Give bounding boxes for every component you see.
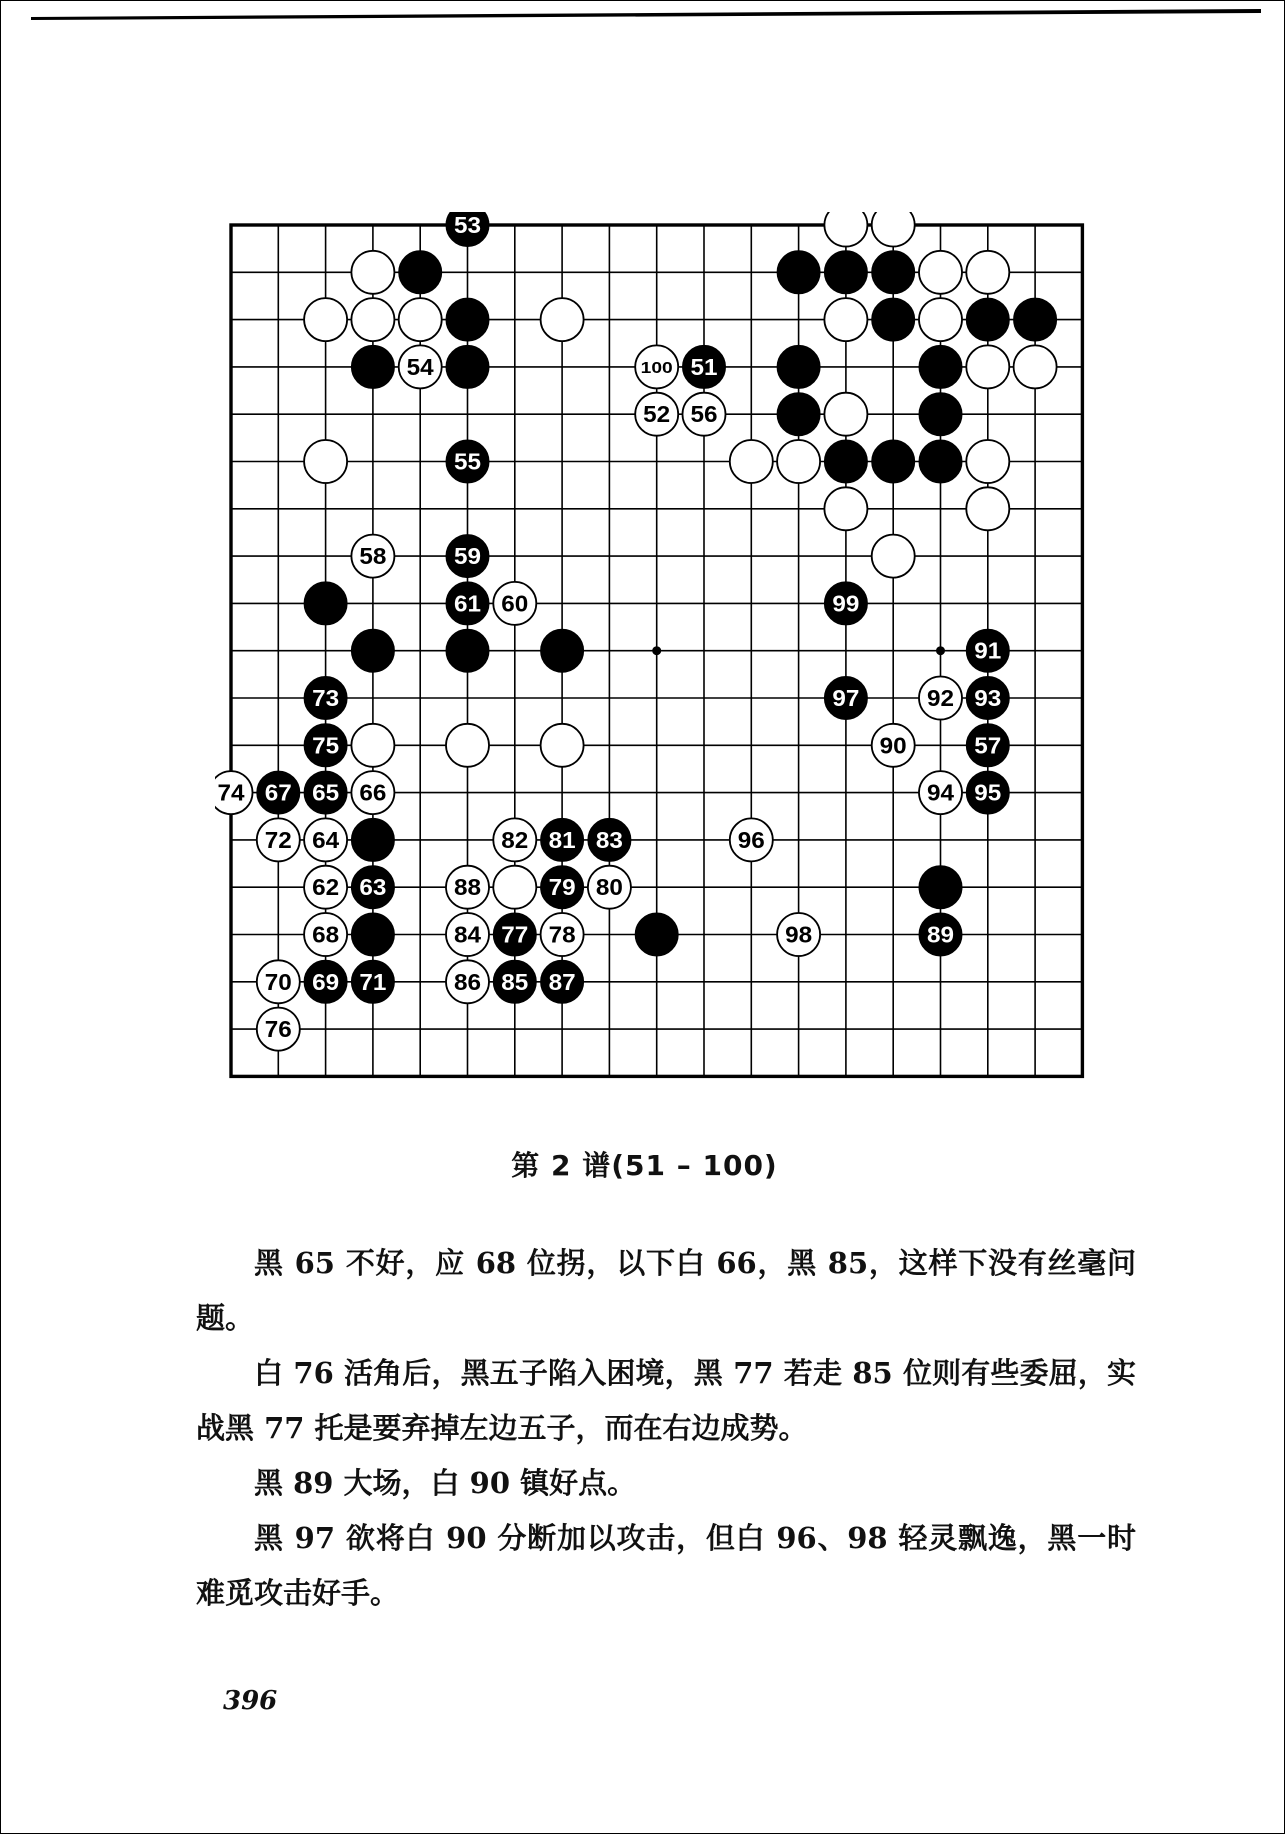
move-number-label: 91 xyxy=(974,637,1002,664)
move-number-label: 74 xyxy=(217,779,245,806)
white-stone xyxy=(351,298,394,341)
move-number-label: 60 xyxy=(501,590,529,617)
white-stone xyxy=(824,298,867,341)
move-number-label: 77 xyxy=(501,921,529,948)
move-number-label: 78 xyxy=(548,921,576,948)
black-stone xyxy=(919,393,962,436)
white-stone xyxy=(730,440,773,483)
move-number-label: 84 xyxy=(454,921,482,948)
go-board xyxy=(215,212,1091,1082)
white-stone xyxy=(872,212,915,247)
commentary-paragraph: 白 76 活角后，黑五子陷入困境，黑 77 若走 85 位则有些委屈，实战黑 77 托是要弃掉左边五子，而在右边成势。 xyxy=(196,1356,1136,1445)
black-stone xyxy=(777,345,820,388)
move-number-label: 64 xyxy=(312,826,340,853)
black-stone xyxy=(1014,298,1057,341)
diagram-caption: 第 2 谱(51 – 100) xyxy=(511,1149,778,1182)
move-number-label: 94 xyxy=(927,779,955,806)
move-number-label: 92 xyxy=(927,685,954,711)
move-number-label: 79 xyxy=(548,874,576,901)
move-number-label: 68 xyxy=(312,921,340,948)
move-number-label: 73 xyxy=(312,685,340,711)
move-number-label: 53 xyxy=(454,212,481,238)
move-number-label: 96 xyxy=(737,826,765,853)
move-number-label: 95 xyxy=(974,779,1002,806)
black-stone xyxy=(872,440,915,483)
white-stone xyxy=(351,724,394,767)
white-stone xyxy=(919,298,962,341)
black-stone xyxy=(919,440,962,483)
move-number-label: 58 xyxy=(359,543,387,570)
white-stone xyxy=(493,866,536,909)
black-stone xyxy=(919,866,962,909)
white-stone xyxy=(304,440,347,483)
move-number-label: 67 xyxy=(264,779,292,806)
white-stone xyxy=(1014,345,1057,388)
move-number-label: 83 xyxy=(595,826,623,853)
move-number-label: 80 xyxy=(595,874,623,901)
move-number-label: 56 xyxy=(690,401,718,428)
move-number-label: 69 xyxy=(312,968,340,995)
move-number-label: 76 xyxy=(264,1016,292,1043)
black-stone xyxy=(824,440,867,483)
move-number-label: 63 xyxy=(359,874,387,901)
black-stone xyxy=(351,913,394,956)
go-board-diagram xyxy=(215,212,1091,1082)
move-number-label: 87 xyxy=(548,968,576,995)
move-number-label: 81 xyxy=(548,826,576,853)
move-number-label: 52 xyxy=(643,401,671,428)
white-stone xyxy=(777,440,820,483)
white-stone xyxy=(304,298,347,341)
move-number-label: 100 xyxy=(640,359,673,377)
move-number-label: 72 xyxy=(264,826,292,853)
black-stone xyxy=(635,913,678,956)
black-stone xyxy=(399,251,442,294)
white-stone xyxy=(824,393,867,436)
white-stone xyxy=(966,345,1009,388)
white-stone xyxy=(919,251,962,294)
move-number-label: 51 xyxy=(690,353,718,380)
white-stone xyxy=(541,724,584,767)
black-stone xyxy=(966,298,1009,341)
white-stone xyxy=(351,251,394,294)
black-stone xyxy=(541,629,584,672)
move-number-label: 54 xyxy=(406,353,434,380)
move-number-label: 89 xyxy=(927,921,954,948)
move-number-label: 90 xyxy=(879,732,907,759)
move-number-label: 86 xyxy=(454,968,481,995)
move-number-label: 82 xyxy=(501,826,529,853)
black-stone xyxy=(777,393,820,436)
white-stone xyxy=(399,298,442,341)
commentary xyxy=(196,1236,1136,1621)
move-number-label: 85 xyxy=(501,968,529,995)
move-number-label: 70 xyxy=(264,968,292,995)
commentary-paragraph: 黑 97 欲将白 90 分断加以攻击，但白 96、98 轻灵飘逸，黑一时难觅攻击好手。 xyxy=(196,1521,1136,1610)
move-number-label: 59 xyxy=(454,543,481,570)
white-stone xyxy=(966,440,1009,483)
move-number-label: 98 xyxy=(785,921,813,948)
black-stone xyxy=(446,345,489,388)
move-number-label: 75 xyxy=(312,732,340,759)
hoshi-point xyxy=(652,646,661,655)
move-number-label: 57 xyxy=(974,732,1002,759)
black-stone xyxy=(351,818,394,861)
white-stone xyxy=(824,487,867,530)
black-stone xyxy=(351,345,394,388)
black-stone xyxy=(446,629,489,672)
white-stone xyxy=(966,251,1009,294)
white-stone xyxy=(966,487,1009,530)
black-stone xyxy=(351,629,394,672)
white-stone xyxy=(824,212,867,247)
black-stone xyxy=(304,582,347,625)
page-number: 396 xyxy=(223,1686,278,1716)
move-number-label: 97 xyxy=(832,685,860,711)
white-stone xyxy=(541,298,584,341)
move-number-label: 61 xyxy=(454,590,482,617)
move-number-label: 65 xyxy=(312,779,340,806)
move-number-label: 55 xyxy=(454,448,482,475)
black-stone xyxy=(919,345,962,388)
black-stone xyxy=(824,251,867,294)
black-stone xyxy=(872,298,915,341)
move-number-label: 93 xyxy=(974,685,1002,711)
header-rule xyxy=(31,9,1261,20)
move-number-label: 66 xyxy=(359,779,387,806)
move-number-label: 62 xyxy=(312,874,340,901)
white-stone xyxy=(446,724,489,767)
white-stone xyxy=(872,535,915,578)
move-number-label: 88 xyxy=(454,874,482,901)
move-number-label: 71 xyxy=(359,968,387,995)
commentary-paragraph: 黑 89 大场，白 90 镇好点。 xyxy=(254,1466,637,1500)
black-stone xyxy=(872,251,915,294)
black-stone xyxy=(446,298,489,341)
black-stone xyxy=(777,251,820,294)
commentary-paragraph: 黑 65 不好，应 68 位拐，以下白 66，黑 85，这样下没有丝毫问题。 xyxy=(196,1246,1136,1335)
hoshi-point xyxy=(936,646,945,655)
move-number-label: 99 xyxy=(832,590,860,617)
